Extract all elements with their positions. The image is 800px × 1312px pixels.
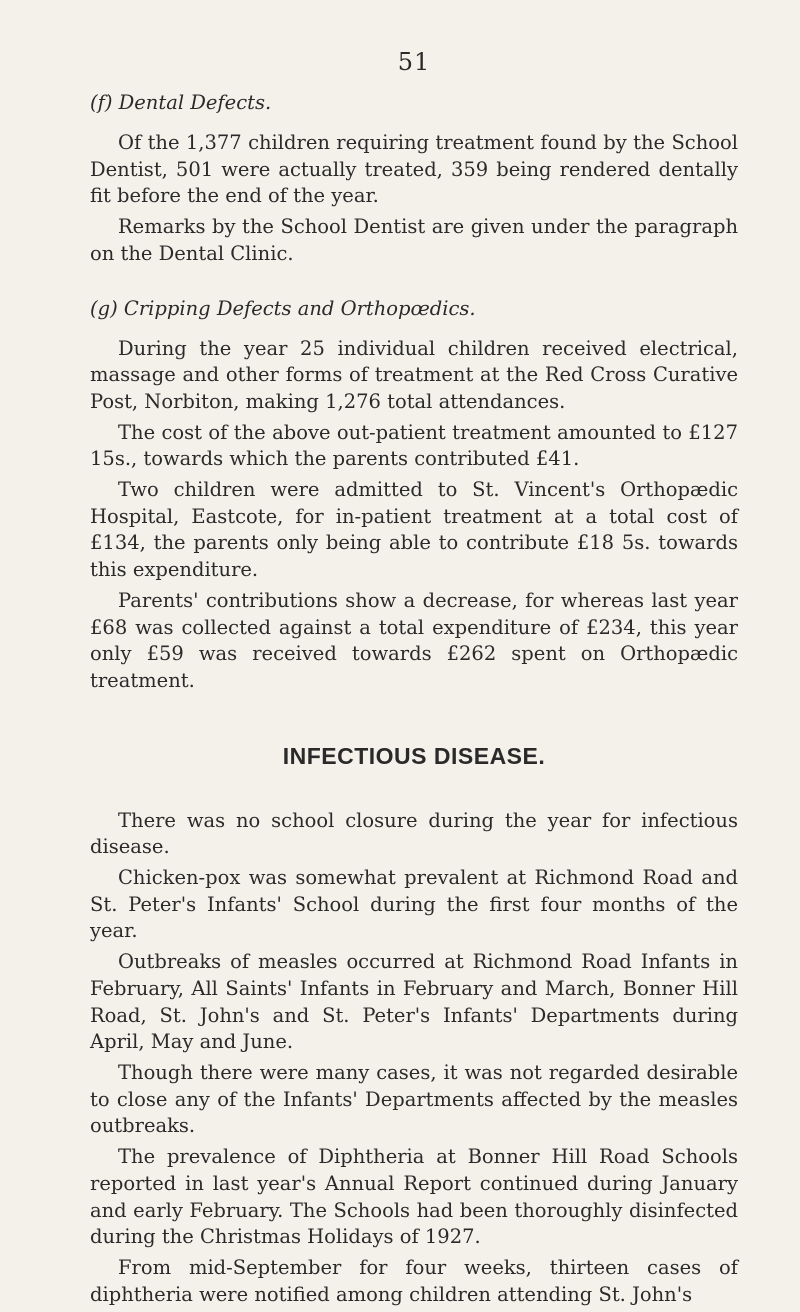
section-dental-defects <box>90 90 738 268</box>
paragraph: Remarks by the School Dentist are given under the paragraph on the Dental Clinic. <box>90 215 738 265</box>
section-infectious-disease <box>90 743 738 1309</box>
paragraph: During the year 25 individual children received electrical, massage and other forms of treatment at the Red Cross Curative Post, Norbiton, making 1,276 total attendances. <box>90 336 738 413</box>
paragraph: There was no school closure during the year for infectious disease. <box>90 808 738 859</box>
paragraph: Two children were admitted to St. Vincent's Orthopædic Hospital, Eastcote, for in-patient treatment at a total cost of £134, the parents only being able to contribute £18 5s. towards this expenditure. <box>90 478 738 582</box>
section-heading-crippling: (g) Cripping Defects and Orthopœdics. <box>90 296 476 320</box>
document-page <box>90 48 738 1312</box>
paragraph: From mid-September for four weeks, thirteen cases of diphtheria were notified among children attending St. John's <box>90 1255 738 1306</box>
paragraph: Though there were many cases, it was not regarded desirable to close any of the Infants' Departments affected by the measles outbreaks. <box>90 1060 738 1138</box>
paragraph: The prevalence of Diphtheria at Bonner Hill Road Schools reported in last year's Annual Report continued during January and early February. The Schools had been thoroughly disinfected during the Christmas Holidays of 1927. <box>90 1145 738 1249</box>
paragraph: Chicken-pox was somewhat prevalent at Richmond Road and St. Peter's Infants' School during the first four months of the year. <box>90 866 738 943</box>
paragraph: Outbreaks of measles occurred at Richmond Road Infants in February, All Saints' Infants in February and March, Bonner Hill Road, St. John's and St. Peter's Infants' Departments during April, May and June. <box>90 950 738 1054</box>
section-heading-infectious: INFECTIOUS DISEASE. <box>282 742 546 769</box>
paragraph: Of the 1,377 children requiring treatment found by the School Dentist, 501 were actually treated, 359 being rendered dentally fit before the end of the year. <box>90 131 738 208</box>
section-heading-dental: (f) Dental Defects. <box>90 91 272 114</box>
paragraph: Parents' contributions show a decrease, for whereas last year £68 was collected against a total expenditure of £234, this year only £59 was received towards £262 spent on Orthopædic treatment. <box>90 588 738 692</box>
paragraph: The cost of the above out-patient treatment amounted to £127 15s., towards which the parents contributed £41. <box>90 420 738 471</box>
page-number: 51 <box>397 48 431 76</box>
section-crippling-defects <box>90 296 738 695</box>
